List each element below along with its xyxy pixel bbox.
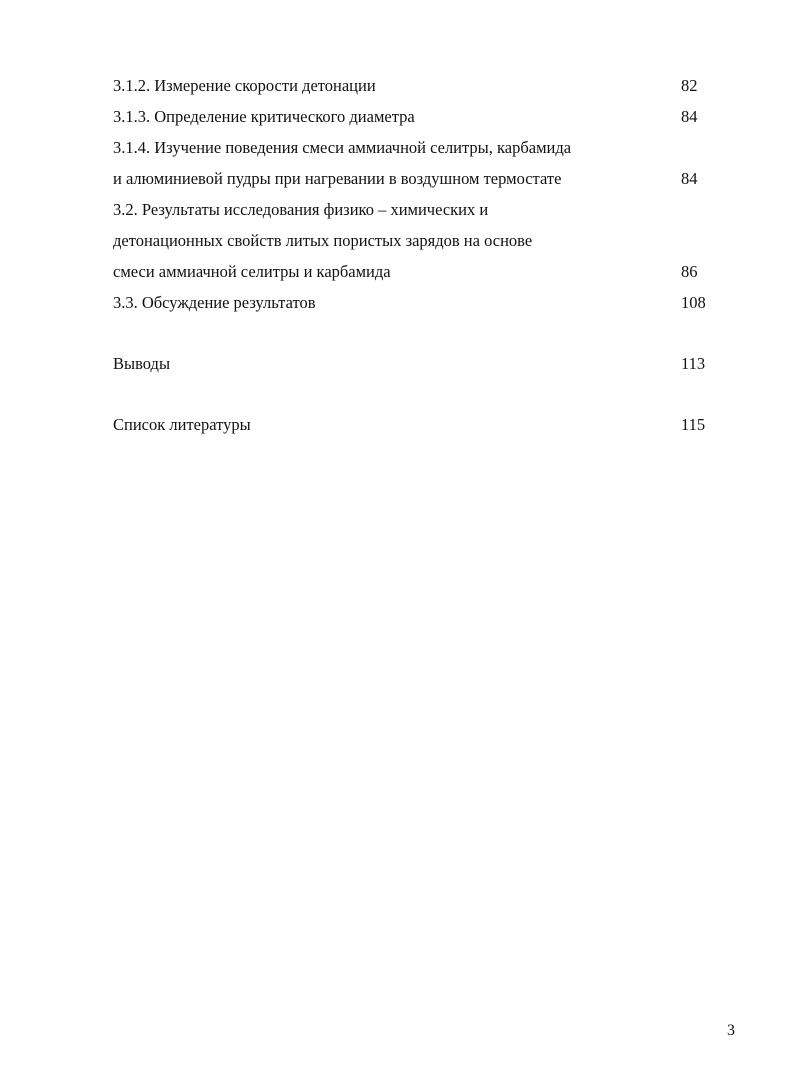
toc-entry-title: 3.1.2. Измерение скорости детонации	[113, 76, 376, 95]
toc-entry-title: смеси аммиачной селитры и карбамида	[113, 262, 391, 281]
toc-entry-page: 115	[681, 415, 706, 434]
toc-entry	[113, 225, 713, 256]
spacer	[113, 318, 713, 348]
toc-entry-page: 84	[681, 169, 698, 188]
toc-entry-page: 86	[681, 262, 698, 281]
toc-entry-page: 84	[681, 107, 698, 126]
toc-entry	[113, 256, 713, 287]
toc-entry	[113, 70, 713, 101]
toc-entry	[113, 163, 713, 194]
toc-entry-title: 3.3. Обсуждение результатов	[113, 293, 316, 312]
toc-entry	[113, 132, 713, 163]
toc-entry-title: 3.2. Результаты исследования физико – химических и	[113, 200, 489, 219]
toc-entry-page: 82	[681, 76, 698, 95]
page-number: 3	[727, 1022, 735, 1039]
toc-entry-title: Список литературы	[113, 415, 251, 434]
toc-entry	[113, 287, 713, 318]
spacer	[113, 379, 713, 409]
toc-entry	[113, 348, 713, 379]
toc-entry	[113, 101, 713, 132]
toc-entry-title: Выводы	[113, 354, 171, 373]
toc-entry-title: и алюминиевой пудры при нагревании в воздушном термостате	[113, 169, 562, 188]
toc-entry	[113, 194, 713, 225]
toc-entry-title: 3.1.4. Изучение поведения смеси аммиачной селитры, карбамида	[113, 138, 572, 157]
toc-entry-title: детонационных свойств литых пористых зарядов на основе	[113, 231, 533, 250]
toc-entry-page: 108	[681, 293, 706, 312]
table-of-contents	[113, 70, 713, 440]
toc-entry-page: 113	[681, 354, 706, 373]
toc-entry	[113, 409, 713, 440]
toc-entry-title: 3.1.3. Определение критического диаметра	[113, 107, 415, 126]
